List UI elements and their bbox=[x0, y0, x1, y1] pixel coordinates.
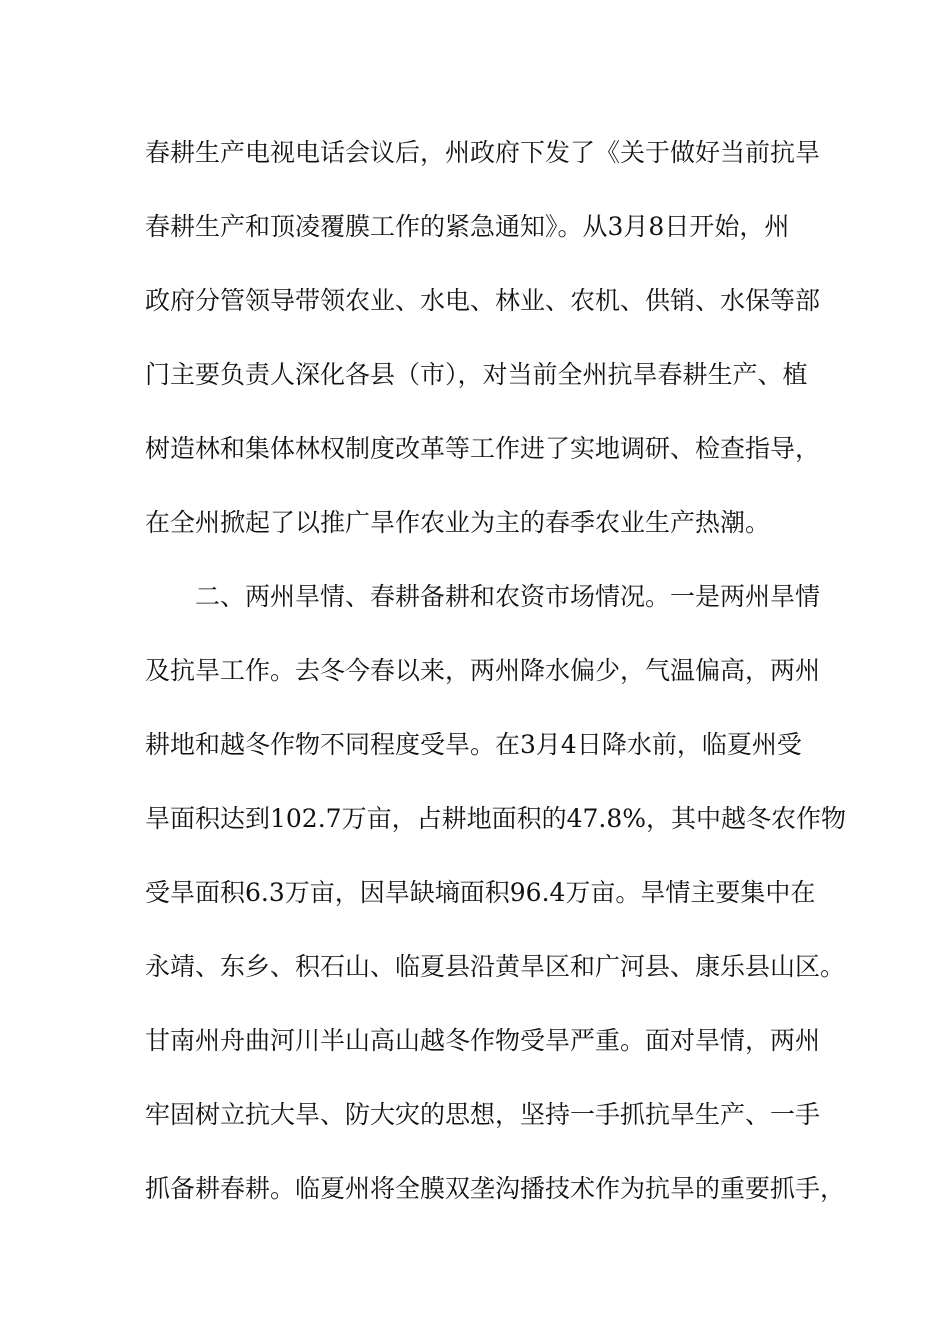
text-line: 政府分管领导带领农业、水电、林业、农机、供销、水保等部 bbox=[145, 286, 821, 315]
text-line: 受旱面积6.3万亩，因旱缺墒面积96.4万亩。旱情主要集中在 bbox=[145, 878, 816, 907]
text-line: 抓备耕春耕。临夏州将全膜双垄沟播技术作为抗旱的重要抓手， bbox=[145, 1174, 846, 1203]
text-line: 春耕生产电视电话会议后，州政府下发了《关于做好当前抗旱 bbox=[145, 138, 821, 167]
text-line: 及抗旱工作。去冬今春以来，两州降水偏少，气温偏高，两州 bbox=[145, 656, 821, 685]
text-line: 耕地和越冬作物不同程度受旱。在3月4日降水前，临夏州受 bbox=[145, 730, 802, 759]
text-line: 牢固树立抗大旱、防大灾的思想，坚持一手抓抗旱生产、一手 bbox=[145, 1100, 821, 1129]
text-line: 树造林和集体林权制度改革等工作进了实地调研、检查指导， bbox=[145, 434, 821, 463]
text-line: 门主要负责人深化各县（市），对当前全州抗旱春耕生产、植 bbox=[145, 360, 808, 389]
text-line: 在全州掀起了以推广旱作农业为主的春季农业生产热潮。 bbox=[145, 508, 771, 537]
text-line: 春耕生产和顶凌覆膜工作的紧急通知》。从3月8日开始，州 bbox=[145, 212, 790, 241]
text-line: 甘南州舟曲河川半山高山越冬作物受旱严重。面对旱情，两州 bbox=[145, 1026, 821, 1055]
text-line: 永靖、东乡、积石山、临夏县沿黄旱区和广河县、康乐县山区。 bbox=[145, 952, 846, 981]
text-line: 旱面积达到102.7万亩，占耕地面积的47.8%，其中越冬农作物 bbox=[145, 804, 846, 833]
paragraph-start-line: 二、两州旱情、春耕备耕和农资市场情况。一是两州旱情 bbox=[195, 582, 821, 611]
body-text bbox=[145, 128, 846, 1238]
